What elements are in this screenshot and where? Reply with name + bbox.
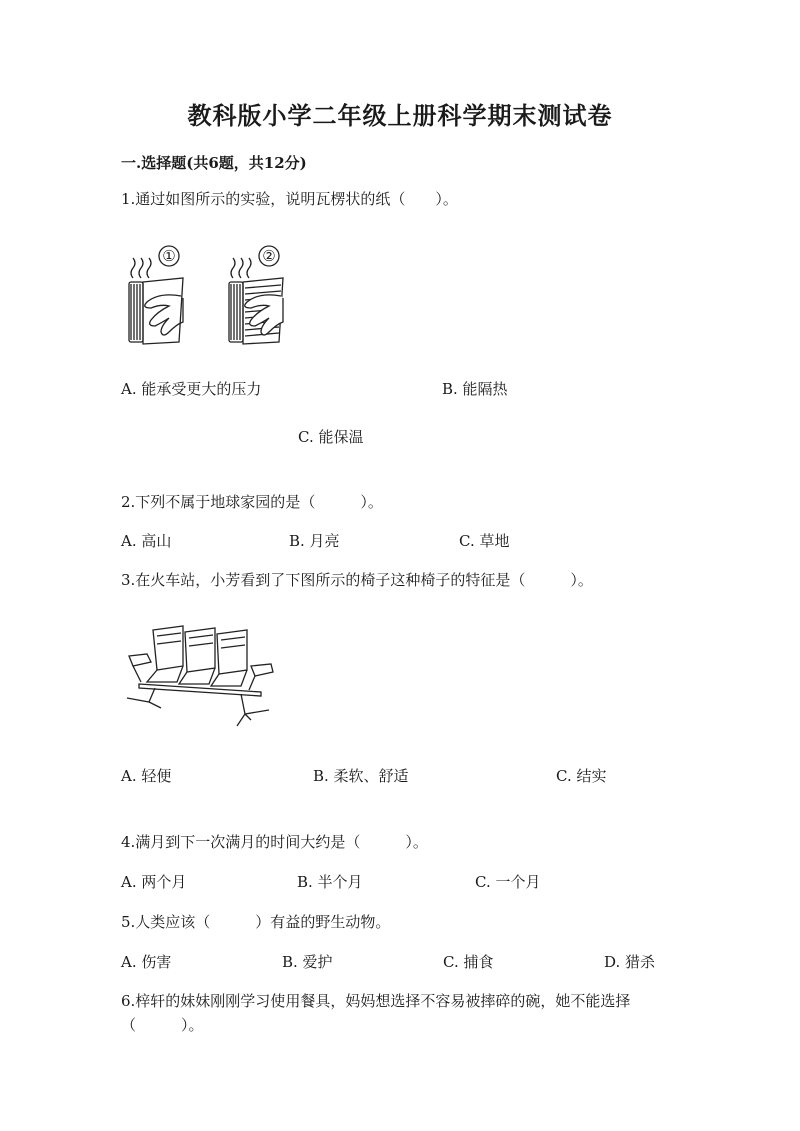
heat-experiment-figure xyxy=(121,242,301,350)
question-5-option-c: C. 捕食 xyxy=(443,953,494,971)
question-2-option-c: C. 草地 xyxy=(459,532,510,550)
steam-icon xyxy=(131,258,135,278)
figure-label-2: ② xyxy=(262,247,276,265)
question-4-option-b: B. 半个月 xyxy=(297,873,363,891)
question-1-text: 1.通过如图所示的实验，说明瓦楞状的纸（ ）。 xyxy=(121,190,458,208)
question-5-option-d: D. 猎杀 xyxy=(604,953,656,971)
question-3-option-a: A. 轻便 xyxy=(121,767,172,785)
corrugated-paper-setup xyxy=(229,246,283,344)
question-1-option-b: B. 能隔热 xyxy=(442,380,508,398)
hand-icon xyxy=(145,295,183,335)
question-2-text: 2.下列不属于地球家园的是（ ）。 xyxy=(121,493,383,511)
question-5-option-a: A. 伤害 xyxy=(121,953,172,971)
question-5-option-b: B. 爱护 xyxy=(282,953,333,971)
question-5-text: 5.人类应该（ ）有益的野生动物。 xyxy=(121,913,391,931)
question-4-text: 4.满月到下一次满月的时间大约是（ ）。 xyxy=(121,833,428,851)
question-3-text: 3.在火车站，小芳看到了下图所示的椅子这种椅子的特征是（ ）。 xyxy=(121,571,593,589)
question-1-option-c: C. 能保温 xyxy=(298,428,364,446)
question-3-option-c: C. 结实 xyxy=(556,767,607,785)
question-4-option-a: A. 两个月 xyxy=(121,873,187,891)
question-1-option-a: A. 能承受更大的压力 xyxy=(121,380,262,398)
question-3-option-b: B. 柔软、舒适 xyxy=(313,767,409,785)
question-2-option-a: A. 高山 xyxy=(121,532,172,550)
section-heading: 一.选择题(共6题，共12分) xyxy=(121,154,307,172)
station-chair-figure xyxy=(121,622,281,734)
question-6-text-line-1: 6.梓轩的妹妹刚刚学习使用餐具，妈妈想选择不容易被摔碎的碗，她不能选择 xyxy=(121,992,631,1010)
figure-label-1: ① xyxy=(162,247,176,265)
question-6-text-line-2: （ ）。 xyxy=(121,1016,204,1034)
flat-paper-setup xyxy=(129,246,183,344)
question-2-option-b: B. 月亮 xyxy=(289,532,340,550)
question-4-option-c: C. 一个月 xyxy=(475,873,541,891)
page-title: 教科版小学二年级上册科学期末测试卷 xyxy=(187,101,613,130)
